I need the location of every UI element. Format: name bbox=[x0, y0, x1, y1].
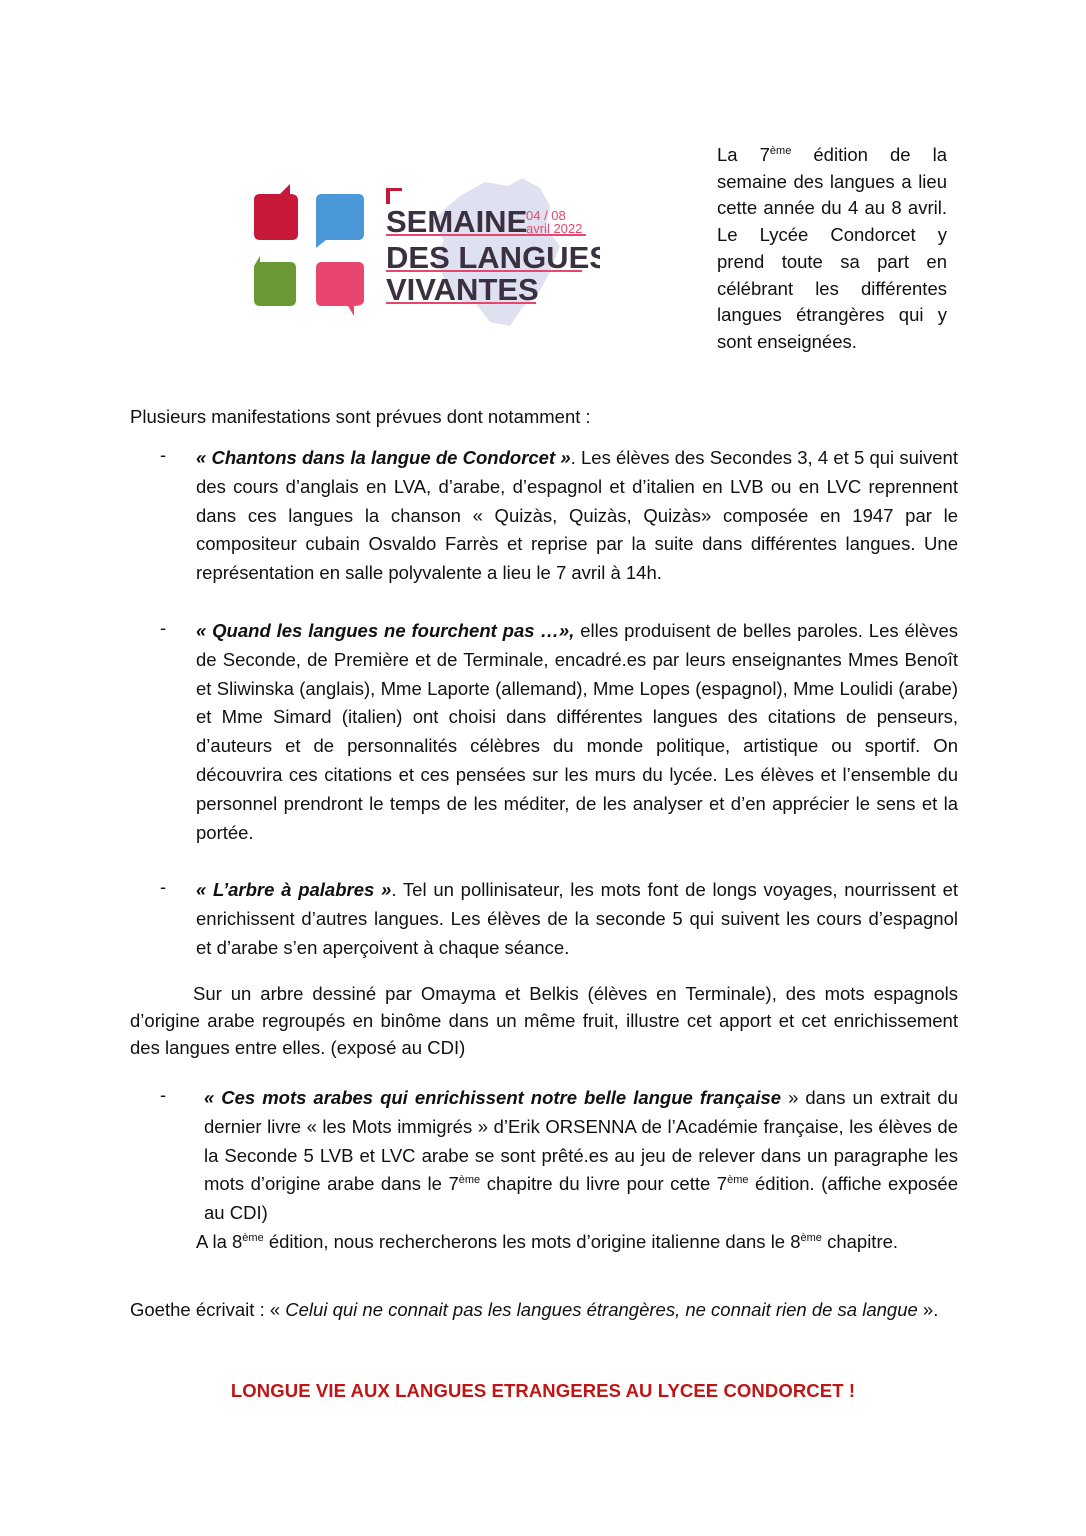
list-dash: - bbox=[160, 1084, 167, 1105]
list-dash: - bbox=[160, 617, 167, 638]
intro-superscript: ème bbox=[769, 144, 792, 157]
intro-paragraph bbox=[717, 142, 947, 356]
logo-date-days: 04 / 08 bbox=[526, 208, 566, 223]
item-text: . Tel un pollinisateur, les mots font de longs voyages, nourrissent et enrichissent d’autres langues. Les élèves de la seconde 5 qui suivent les cours d’espagnol et d’arabe s’en aperçoivent à chaque séance. bbox=[196, 879, 958, 958]
superscript-eme: ème bbox=[727, 1174, 749, 1187]
superscript-eme: ème bbox=[242, 1231, 264, 1244]
intro-text-start: La 7 bbox=[717, 144, 770, 165]
item-text: elles produisent de belles paroles. Les élèves de Seconde, de Première et de Terminale, encadré.es par leurs enseignantes Mmes Benoît et Sliwinska (anglais), Mme Laporte (allemand), Mme Lopes (espagnol), Mme Loulidi (arabe) et Mme Simard (italien) ont choisi dans différentes langues des citations de penseurs, d’auteurs et de personnalités célèbres du monde politique, artistique ou sportif. On découvrira ces citations et ces pensées sur les murs du lycée. Les élèves et l’ensemble du personnel prendront le temps de les méditer, de les analyser et d’en apprécier le sens et la portée. bbox=[196, 620, 958, 843]
logo-line-des-langues: DES LANGUES bbox=[386, 240, 600, 275]
logo-line-semaine: SEMAINE bbox=[386, 204, 528, 239]
logo-graphic bbox=[250, 176, 600, 336]
blue-speech-bubble-icon bbox=[316, 194, 364, 248]
superscript-eme: ème bbox=[800, 1231, 822, 1244]
red-speech-bubble-icon bbox=[254, 184, 298, 240]
item-title: « Quand les langues ne fourchent pas …», bbox=[196, 620, 575, 641]
semaine-des-langues-logo bbox=[250, 176, 600, 336]
closing-slogan: LONGUE VIE AUX LANGUES ETRANGERES AU LYCEE CONDORCET ! bbox=[230, 1380, 856, 1401]
item-title: « Ces mots arabes qui enrichissent notre belle langue française bbox=[204, 1087, 782, 1108]
tree-paragraph bbox=[130, 980, 958, 1061]
list-item-quand-les-langues bbox=[130, 617, 958, 847]
pink-speech-bubble-icon bbox=[316, 262, 364, 316]
tree-paragraph-text: Sur un arbre dessiné par Omayma et Belkis (élèves en Terminale), des mots espagnols d’origine arabe regroupés en binôme dans un même fruit, illustre cet apport et cet enrichissement des langues entre elles. (exposé au CDI) bbox=[130, 983, 958, 1058]
item-text-part3: édition. (affiche exposée au CDI) bbox=[204, 1173, 958, 1224]
list-dash: - bbox=[160, 444, 167, 465]
item-text: . Les élèves des Secondes 3, 4 et 5 qui suivent des cours d’anglais en LVA, d’arabe, d’espagnol et d’italien en LVB ou en LVC reprennent dans ces langues la chanson « Quizàs, Quizàs, Quizàs» composée en 1947 par le compositeur cubain Osvaldo Farrès et reprise par la suite dans différentes langues. Une représentation en salle polyvalente a lieu le 7 avril à 14h. bbox=[196, 447, 958, 584]
lead-sentence: Plusieurs manifestations sont prévues dont notamment : bbox=[130, 406, 591, 427]
item-text-part1: » dans un extrait du dernier livre « les Mots immigrés » d’Erik ORSENNA de l’Académie française, les élèves de la Seconde 5 LVB et LVC arabe se sont prêté.es au jeu de relever dans un paragraphe les mots d’origine arabe dans le 7 bbox=[204, 1087, 959, 1195]
quote-intro: Goethe écrivait : « bbox=[130, 1299, 286, 1320]
intro-text-rest: édition de la semaine des langues a lieu cette année du 4 au 8 avril. Le Lycée Condorcet y prend toute sa part en célébrant les différentes langues étrangères qui y sont enseignées. bbox=[717, 144, 947, 352]
quote-end: ». bbox=[917, 1299, 939, 1320]
item-title: « Chantons dans la langue de Condorcet » bbox=[196, 447, 571, 468]
superscript-eme: ème bbox=[458, 1174, 481, 1187]
item-text-part2: chapitre du livre pour cette 7 bbox=[480, 1173, 728, 1195]
list-dash: - bbox=[160, 876, 167, 897]
line2-part1: A la 8 bbox=[196, 1230, 243, 1252]
line2-part3: chapitre. bbox=[821, 1230, 899, 1252]
list-item-arbre-a-palabres bbox=[130, 876, 958, 962]
green-speech-bubble-icon bbox=[254, 256, 296, 306]
list-item-body bbox=[196, 876, 958, 962]
line2-part2: édition, nous rechercherons les mots d’origine italienne dans le 8 bbox=[263, 1230, 801, 1252]
quote-text: Celui qui ne connait pas les langues étrangères, ne connait rien de sa langue bbox=[285, 1299, 918, 1320]
list-item-body bbox=[196, 1084, 958, 1228]
goethe-quote bbox=[130, 1296, 958, 1324]
logo-line-vivantes: VIVANTES bbox=[386, 272, 539, 307]
list-item-mots-arabes bbox=[130, 1084, 958, 1257]
list-item-second-line bbox=[196, 1228, 958, 1257]
logo-date-month: avril 2022 bbox=[526, 221, 583, 236]
item-title: « L’arbre à palabres » bbox=[196, 879, 392, 900]
list-item-body bbox=[196, 444, 958, 588]
list-item-chantons bbox=[130, 444, 958, 588]
list-item-body bbox=[196, 617, 958, 847]
